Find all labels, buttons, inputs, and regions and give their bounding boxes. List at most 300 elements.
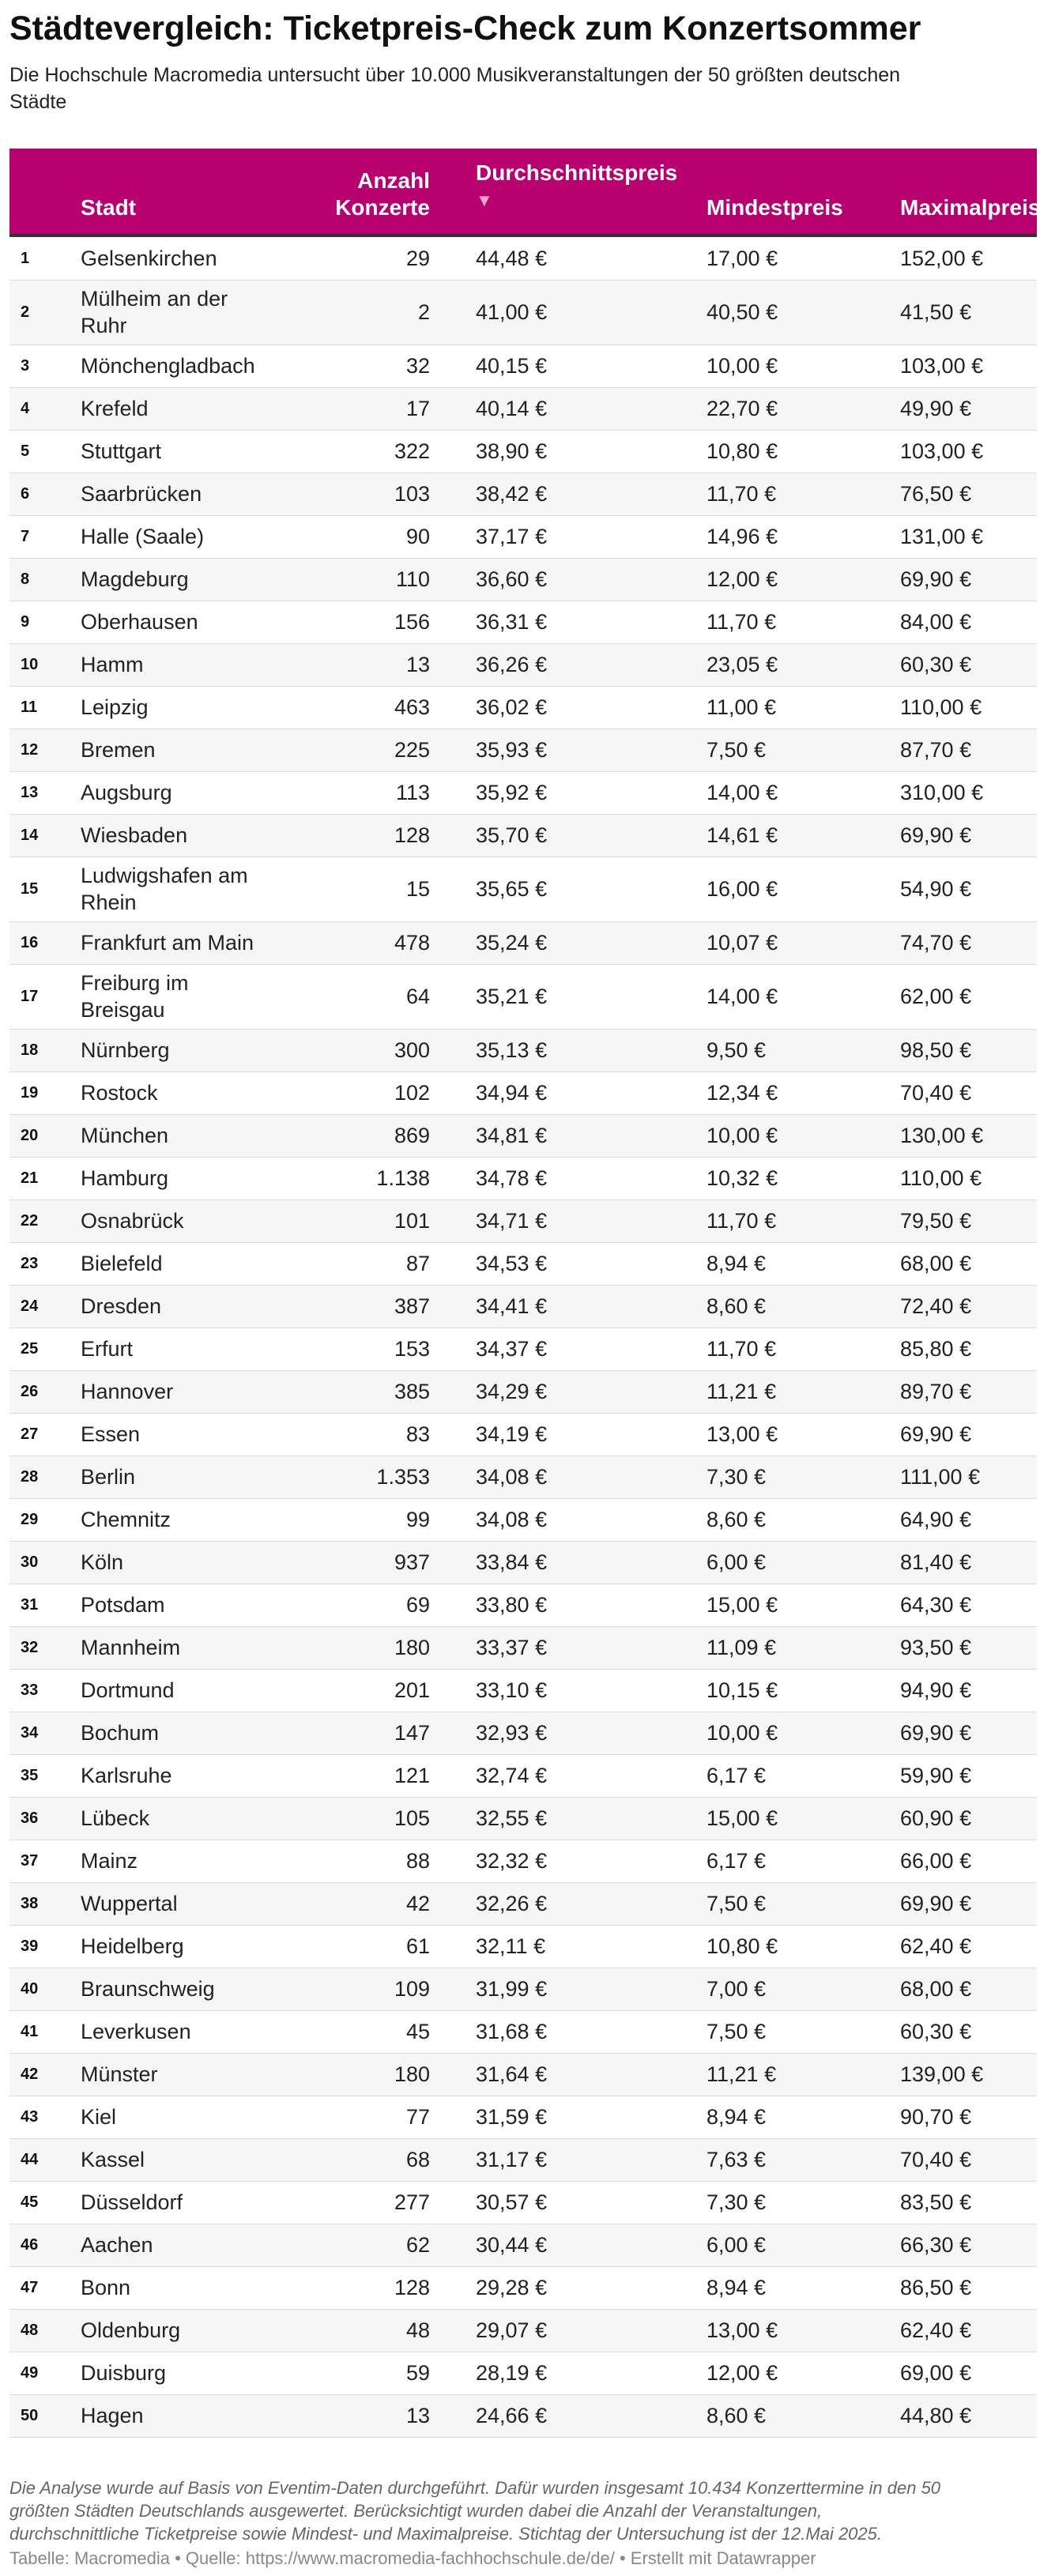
table-row	[9, 1754, 1037, 1797]
cell-rank: 34	[21, 1724, 39, 1742]
cell-max: 64,30 €	[900, 1593, 972, 1617]
cell-max: 103,00 €	[900, 439, 984, 463]
cell-count: 180	[394, 2062, 430, 2086]
cell-rank: 16	[21, 934, 39, 951]
cell-city: Erfurt	[81, 1337, 134, 1361]
cell-rank: 4	[21, 400, 30, 417]
cell-max: 90,70 €	[900, 2105, 972, 2129]
cell-max: 81,40 €	[900, 1550, 972, 1574]
cell-min: 6,00 €	[707, 1550, 767, 1574]
cell-avg: 44,48 €	[476, 246, 548, 270]
cell-city: Potsdam	[81, 1593, 165, 1617]
cell-avg: 34,71 €	[476, 1209, 548, 1233]
cell-max: 70,40 €	[900, 2148, 972, 2171]
cell-min: 7,50 €	[707, 1892, 767, 1915]
cell-count: 88	[405, 1849, 430, 1873]
cell-max: 62,40 €	[900, 2318, 972, 2342]
cell-city: Wuppertal	[81, 1892, 178, 1915]
cell-avg: 34,78 €	[476, 1166, 548, 1190]
cell-max: 70,40 €	[900, 1081, 972, 1105]
cell-city: Bonn	[81, 2276, 131, 2299]
table-row	[9, 1370, 1037, 1413]
cell-avg: 41,00 €	[476, 300, 548, 324]
cell-city: Hamm	[81, 653, 144, 676]
cell-rank: 23	[21, 1255, 39, 1272]
cell-rank: 6	[21, 485, 30, 503]
cell-max: 69,00 €	[900, 2361, 972, 2385]
cell-max: 60,30 €	[900, 653, 972, 676]
cell-min: 14,61 €	[707, 823, 778, 847]
cell-min: 11,21 €	[707, 1380, 777, 1403]
cell-avg: 34,19 €	[476, 1422, 548, 1446]
cell-count: 937	[394, 1550, 430, 1574]
cell-count: 62	[405, 2233, 430, 2257]
table-row	[9, 515, 1037, 558]
cell-rank: 8	[21, 571, 30, 588]
cell-count: 48	[405, 2318, 430, 2342]
cell-min: 11,70 €	[707, 610, 777, 634]
cell-city: Leverkusen	[81, 2020, 191, 2043]
cell-min: 12,00 €	[707, 567, 778, 591]
cell-city: Mülheim an der Ruhr	[81, 287, 228, 337]
cell-max: 84,00 €	[900, 610, 972, 634]
cell-max: 60,90 €	[900, 1806, 972, 1830]
cell-max: 69,90 €	[900, 567, 972, 591]
cell-city: Ludwigshafen am Rhein	[81, 864, 248, 914]
table-row	[9, 2181, 1037, 2224]
cell-rank: 18	[21, 1041, 39, 1059]
cell-city: Braunschweig	[81, 1977, 215, 2001]
cell-max: 86,50 €	[900, 2276, 972, 2299]
cell-city: Aachen	[81, 2233, 153, 2257]
cell-count: 87	[405, 1252, 430, 1275]
cell-min: 12,00 €	[707, 2361, 778, 2385]
cell-max: 59,90 €	[900, 1764, 972, 1787]
cell-city: Augsburg	[81, 781, 172, 804]
cell-avg: 36,31 €	[476, 610, 548, 634]
cell-avg: 40,15 €	[476, 354, 548, 378]
cell-min: 10,32 €	[707, 1166, 778, 1190]
cell-max: 103,00 €	[900, 354, 984, 378]
cell-avg: 32,74 €	[476, 1764, 548, 1787]
cell-count: 110	[395, 567, 430, 591]
table-row	[9, 1584, 1037, 1626]
cell-rank: 32	[21, 1639, 39, 1656]
cell-max: 93,50 €	[900, 1636, 972, 1659]
header-avg-label: Durchschnittspreis	[476, 160, 678, 185]
cell-count: 29	[405, 246, 430, 270]
table-row	[9, 1456, 1037, 1498]
cell-rank: 33	[21, 1682, 39, 1699]
cell-rank: 20	[21, 1127, 39, 1144]
cell-city: Frankfurt am Main	[81, 931, 254, 955]
cell-min: 10,80 €	[707, 1934, 778, 1958]
table-row	[9, 2010, 1037, 2053]
cell-max: 110,00 €	[900, 1166, 982, 1190]
header-min[interactable]	[707, 149, 900, 234]
header-count-line1: Anzahl	[357, 168, 430, 193]
cell-count: 128	[394, 2276, 430, 2299]
cell-city: Stuttgart	[81, 439, 162, 463]
cell-count: 13	[405, 2404, 430, 2427]
cell-rank: 22	[21, 1212, 39, 1230]
cell-avg: 30,57 €	[476, 2190, 548, 2214]
cell-rank: 40	[21, 1980, 39, 1998]
cell-count: 99	[405, 1508, 430, 1531]
table-row	[9, 1498, 1037, 1541]
cell-avg: 31,68 €	[476, 2020, 548, 2043]
cell-min: 17,00 €	[707, 246, 778, 270]
cell-city: Düsseldorf	[81, 2190, 183, 2214]
table-row	[9, 1029, 1037, 1071]
cell-city: Kassel	[81, 2148, 145, 2171]
cell-avg: 34,81 €	[476, 1124, 548, 1147]
table-row	[9, 1157, 1037, 1199]
cell-min: 40,50 €	[707, 300, 778, 324]
cell-rank: 25	[21, 1340, 39, 1358]
cell-max: 131,00 €	[900, 525, 984, 548]
cell-min: 6,17 €	[707, 1849, 767, 1873]
cell-rank: 5	[21, 443, 30, 460]
cell-avg: 35,70 €	[476, 823, 548, 847]
cell-min: 8,94 €	[707, 1252, 767, 1275]
cell-city: Bremen	[81, 738, 156, 762]
cell-rank: 28	[21, 1468, 39, 1486]
cell-min: 8,60 €	[707, 2404, 767, 2427]
cell-rank: 7	[21, 528, 30, 545]
cell-max: 130,00 €	[900, 1124, 984, 1147]
cell-avg: 34,37 €	[476, 1337, 548, 1361]
cell-min: 22,70 €	[707, 397, 778, 420]
cell-city: Duisburg	[81, 2361, 167, 2385]
cell-avg: 34,53 €	[476, 1252, 548, 1275]
cell-max: 87,70 €	[900, 738, 972, 762]
cell-city: Berlin	[81, 1465, 136, 1489]
cell-max: 44,80 €	[900, 2404, 972, 2427]
table-row	[9, 1925, 1037, 1968]
cell-max: 139,00 €	[900, 2062, 984, 2086]
cell-min: 8,94 €	[707, 2105, 767, 2129]
header-rank	[9, 149, 81, 234]
cell-count: 17	[405, 397, 430, 420]
cell-min: 16,00 €	[707, 877, 778, 901]
table-row	[9, 430, 1037, 473]
cell-avg: 24,66 €	[476, 2404, 548, 2427]
header-max-label: Maximalpreis	[900, 195, 1040, 220]
cell-count: 64	[405, 985, 430, 1008]
cell-max: 110,00 €	[900, 695, 982, 719]
cell-min: 7,30 €	[707, 1465, 767, 1489]
cell-rank: 26	[21, 1383, 39, 1400]
cell-max: 89,70 €	[900, 1380, 972, 1403]
cell-rank: 3	[21, 357, 30, 375]
cell-count: 180	[394, 1636, 430, 1659]
table-row	[9, 2266, 1037, 2309]
cell-avg: 33,80 €	[476, 1593, 548, 1617]
cell-avg: 31,99 €	[476, 1977, 548, 2001]
table-body	[9, 234, 1037, 2437]
header-city[interactable]	[81, 149, 278, 234]
cell-rank: 29	[21, 1511, 39, 1528]
cell-avg: 34,08 €	[476, 1465, 548, 1489]
cell-count: 147	[394, 1721, 430, 1745]
cell-max: 68,00 €	[900, 1977, 972, 2001]
cell-rank: 12	[21, 741, 39, 759]
cell-avg: 40,14 €	[476, 397, 548, 420]
cell-min: 10,00 €	[707, 1721, 778, 1745]
cell-avg: 34,29 €	[476, 1380, 548, 1403]
cell-city: Magdeburg	[81, 567, 189, 591]
header-count-line2: Konzerte	[335, 195, 430, 220]
cell-max: 83,50 €	[900, 2190, 972, 2214]
cell-city: Lübeck	[81, 1806, 150, 1830]
cell-min: 7,00 €	[707, 1977, 767, 2001]
source-line: Tabelle: Macromedia • Quelle: https://www.macromedia-fachhochschule.de/de/ • Erstellt mit Datawrapper	[9, 2548, 816, 2568]
cell-max: 54,90 €	[900, 877, 972, 901]
table-row	[9, 1968, 1037, 2010]
cell-min: 11,70 €	[707, 482, 777, 506]
cell-min: 7,50 €	[707, 2020, 767, 2043]
cell-count: 225	[394, 738, 430, 762]
cell-count: 869	[394, 1124, 430, 1147]
cell-min: 10,07 €	[707, 931, 778, 955]
cell-rank: 14	[21, 827, 39, 844]
cell-min: 14,96 €	[707, 525, 778, 548]
table-row	[9, 643, 1037, 686]
cell-avg: 33,84 €	[476, 1550, 548, 1574]
cell-avg: 30,44 €	[476, 2233, 548, 2257]
table-row	[9, 2309, 1037, 2352]
table-row	[9, 1797, 1037, 1840]
cell-avg: 33,10 €	[476, 1678, 548, 1702]
cell-count: 1.353	[376, 1465, 430, 1489]
table-header	[9, 149, 1040, 234]
cell-avg: 36,02 €	[476, 695, 548, 719]
table-row	[9, 2096, 1037, 2138]
header-count[interactable]	[278, 149, 446, 234]
cell-max: 68,00 €	[900, 1252, 972, 1275]
cell-avg: 35,13 €	[476, 1038, 548, 1062]
header-city-label: Stadt	[81, 195, 136, 220]
cell-max: 74,70 €	[900, 931, 972, 955]
cell-max: 64,90 €	[900, 1508, 972, 1531]
footnote: Die Analyse wurde auf Basis von Eventim-Daten durchgeführt. Dafür wurden insgesamt 10.434 Konzerttermine in den 50 größten Städten Deutschlands ausgewertet. Berücksichtigt wurden dabei die Anzahl der Veranstaltungen, durchschnittliche Ticketpreise sowie Mindest- und Maximalpreise. Stichtag der Untersuchung ist der 12.Mai 2025.	[9, 2478, 941, 2544]
cell-rank: 49	[21, 2364, 39, 2382]
cell-avg: 28,19 €	[476, 2361, 548, 2385]
cell-min: 7,30 €	[707, 2190, 767, 2214]
table-row	[9, 814, 1037, 857]
cell-rank: 13	[21, 784, 39, 801]
cell-avg: 35,93 €	[476, 738, 548, 762]
cell-min: 15,00 €	[707, 1806, 778, 1830]
cell-min: 9,50 €	[707, 1038, 767, 1062]
cell-avg: 29,07 €	[476, 2318, 548, 2342]
cell-city: Bielefeld	[81, 1252, 163, 1275]
cell-rank: 37	[21, 1852, 39, 1870]
cell-count: 42	[405, 1892, 430, 1915]
table-row	[9, 729, 1037, 771]
cell-count: 61	[405, 1934, 430, 1958]
table-row	[9, 1626, 1037, 1669]
cell-avg: 36,60 €	[476, 567, 548, 591]
cell-rank: 36	[21, 1810, 39, 1827]
cell-min: 14,00 €	[707, 781, 778, 804]
table-row	[9, 1114, 1037, 1157]
cell-avg: 37,17 €	[476, 525, 548, 548]
cell-city: Hannover	[81, 1380, 174, 1403]
chart-subtitle: Die Hochschule Macromedia untersucht über 10.000 Musikveranstaltungen der 50 größten deutschen Städte	[9, 64, 901, 113]
cell-rank: 44	[21, 2151, 39, 2168]
cell-count: 15	[405, 877, 430, 901]
cell-avg: 36,26 €	[476, 653, 548, 676]
table-row	[9, 2224, 1037, 2266]
cell-count: 13	[405, 653, 430, 676]
cell-avg: 32,55 €	[476, 1806, 548, 1830]
cell-count: 69	[405, 1593, 430, 1617]
table-row	[9, 1285, 1037, 1328]
cell-rank: 24	[21, 1297, 39, 1315]
cell-max: 62,40 €	[900, 1934, 972, 1958]
cell-count: 83	[405, 1422, 430, 1446]
table-row	[9, 1669, 1037, 1712]
cell-max: 69,90 €	[900, 1422, 972, 1446]
cell-min: 11,09 €	[707, 1636, 777, 1659]
cell-city: München	[81, 1124, 169, 1147]
cell-avg: 35,21 €	[476, 985, 548, 1008]
cell-rank: 45	[21, 2194, 39, 2211]
cell-avg: 32,11 €	[476, 1934, 546, 1958]
cell-city: Krefeld	[81, 397, 149, 420]
cell-count: 77	[405, 2105, 430, 2129]
cell-city: Dresden	[81, 1294, 162, 1318]
cell-avg: 31,17 €	[476, 2148, 548, 2171]
cell-min: 14,00 €	[707, 985, 778, 1008]
cell-max: 49,90 €	[900, 397, 972, 420]
cell-min: 11,70 €	[707, 1337, 777, 1361]
cell-city: Oberhausen	[81, 610, 198, 634]
cell-rank: 21	[21, 1169, 39, 1187]
cell-city: Karlsruhe	[81, 1764, 172, 1787]
cell-rank: 27	[21, 1425, 39, 1443]
cell-rank: 2	[21, 303, 30, 321]
cell-count: 102	[394, 1081, 430, 1105]
cell-city: Chemnitz	[81, 1508, 171, 1531]
table-row	[9, 1071, 1037, 1114]
cell-max: 94,90 €	[900, 1678, 972, 1702]
cell-min: 8,94 €	[707, 2276, 767, 2299]
table-row	[9, 1199, 1037, 1242]
table-row	[9, 1413, 1037, 1456]
cell-min: 12,34 €	[707, 1081, 778, 1105]
cell-rank: 30	[21, 1554, 39, 1571]
cell-min: 13,00 €	[707, 1422, 778, 1446]
table-row	[9, 1541, 1037, 1584]
cell-min: 10,00 €	[707, 1124, 778, 1147]
cell-max: 60,30 €	[900, 2020, 972, 2043]
cell-avg: 38,90 €	[476, 439, 548, 463]
table-row	[9, 2138, 1037, 2181]
cell-city: Mannheim	[81, 1636, 181, 1659]
cell-count: 2	[417, 300, 430, 324]
cell-rank: 1	[21, 249, 30, 267]
table-container[interactable]	[9, 149, 1040, 2427]
cell-count: 1.138	[376, 1166, 430, 1190]
cell-avg: 34,94 €	[476, 1081, 548, 1105]
cell-city: Essen	[81, 1422, 141, 1446]
cell-rank: 10	[21, 656, 39, 673]
table-row	[9, 1882, 1037, 1925]
cell-max: 62,00 €	[900, 985, 972, 1008]
cell-max: 79,50 €	[900, 1209, 972, 1233]
cell-avg: 33,37 €	[476, 1636, 548, 1659]
cell-min: 11,00 €	[707, 695, 777, 719]
cell-rank: 42	[21, 2066, 39, 2083]
cell-count: 156	[394, 610, 430, 634]
cell-avg: 34,08 €	[476, 1508, 548, 1531]
cell-city: Nürnberg	[81, 1038, 170, 1062]
cell-count: 300	[394, 1038, 430, 1062]
chart-title: Städtevergleich: Ticketpreis-Check zum Konzertsommer	[9, 9, 921, 47]
cell-min: 11,70 €	[707, 1209, 777, 1233]
cell-min: 7,50 €	[707, 738, 767, 762]
cell-max: 69,90 €	[900, 1892, 972, 1915]
cell-rank: 15	[21, 880, 39, 898]
table-row	[9, 921, 1037, 964]
cell-avg: 35,65 €	[476, 877, 548, 901]
cell-min: 13,00 €	[707, 2318, 778, 2342]
cell-count: 59	[405, 2361, 430, 2385]
cell-min: 6,17 €	[707, 1764, 767, 1787]
cell-count: 109	[394, 1977, 430, 2001]
table-row	[9, 558, 1037, 601]
header-avg[interactable]	[446, 149, 707, 234]
table-row	[9, 1328, 1037, 1370]
cell-count: 121	[394, 1764, 430, 1787]
cell-rank: 35	[21, 1767, 39, 1784]
cell-city: Heidelberg	[81, 1934, 184, 1958]
cell-count: 153	[394, 1337, 430, 1361]
cell-rank: 19	[21, 1084, 39, 1102]
cell-rank: 50	[21, 2407, 39, 2424]
cell-avg: 31,59 €	[476, 2105, 548, 2129]
cell-avg: 32,32 €	[476, 1849, 548, 1873]
cell-count: 322	[394, 439, 430, 463]
cell-count: 463	[394, 695, 430, 719]
cell-city: Mainz	[81, 1849, 138, 1873]
table-row	[9, 964, 1037, 1029]
cell-avg: 32,93 €	[476, 1721, 548, 1745]
cell-max: 310,00 €	[900, 781, 984, 804]
cell-max: 66,30 €	[900, 2233, 972, 2257]
cell-rank: 38	[21, 1895, 39, 1912]
cell-city: Köln	[81, 1550, 124, 1574]
cell-max: 66,00 €	[900, 1849, 972, 1873]
cell-city: Wiesbaden	[81, 823, 188, 847]
cell-count: 101	[394, 1209, 430, 1233]
table-row	[9, 345, 1037, 387]
header-max[interactable]	[900, 149, 1040, 234]
table-row	[9, 387, 1037, 430]
cell-min: 15,00 €	[707, 1593, 778, 1617]
cell-min: 6,00 €	[707, 2233, 767, 2257]
cell-city: Kiel	[81, 2105, 117, 2129]
cell-max: 41,50 €	[900, 300, 972, 324]
cell-avg: 38,42 €	[476, 482, 548, 506]
cell-count: 68	[405, 2148, 430, 2171]
price-table	[9, 149, 1040, 2438]
cell-count: 45	[405, 2020, 430, 2043]
cell-avg: 35,24 €	[476, 931, 548, 955]
